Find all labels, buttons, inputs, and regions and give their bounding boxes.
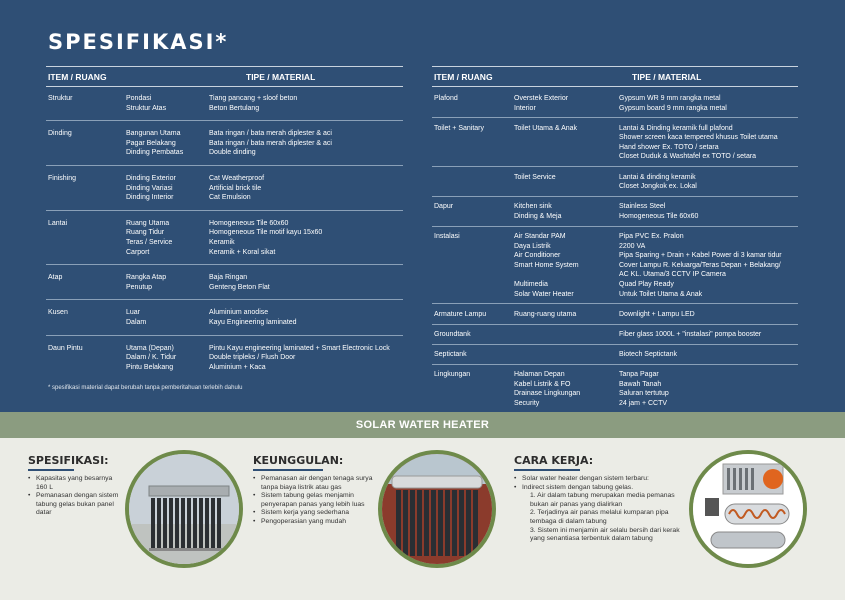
row-material: Double tripleks / Flush Door	[209, 354, 296, 362]
row-ruang-column	[514, 310, 576, 320]
header-tipe: TIPE / MATERIAL	[632, 72, 702, 82]
row-material-column	[619, 310, 695, 320]
row-ruang: Luar	[126, 309, 141, 317]
row-material: 24 jam + CCTV	[619, 399, 668, 407]
row-material: Homogeneous Tile 60x60	[619, 212, 699, 220]
row-divider	[46, 299, 403, 300]
row-item: Lingkungan	[434, 371, 471, 378]
row-material-column	[619, 124, 778, 162]
row-ruang: Dinding Exterior	[126, 175, 176, 182]
list-item: • Pengoperasian yang mudah	[253, 518, 373, 527]
keunggulan-heading: KEUNGGULAN:	[253, 454, 344, 467]
row-ruang-column	[126, 273, 166, 292]
row-ruang: Interior	[514, 104, 536, 112]
row-divider	[46, 335, 403, 336]
row-material: Tiang pancang + sloof beton	[209, 95, 298, 102]
row-ruang-column	[514, 370, 580, 408]
row-ruang-column	[514, 350, 516, 360]
row-material: Genteng Beton Flat	[209, 283, 270, 291]
row-material: Cat Emulsion	[209, 194, 251, 202]
row-item: Atap	[48, 274, 63, 282]
row-divider	[46, 210, 403, 211]
row-ruang: Toilet Service	[514, 173, 556, 181]
row-ruang: Security	[514, 399, 540, 407]
row-ruang: Pagar Belakang	[126, 139, 176, 147]
row-material: Downlight + Lampu LED	[619, 310, 695, 318]
row-material: Closet Duduk & Washtafel ex TOTO / setara	[619, 153, 757, 161]
row-ruang: Kabel Listrik & FO	[514, 380, 571, 388]
step-item: 2. Terjadinya air panas melalui kumparan pipa tembaga di dalam tabung	[530, 509, 669, 525]
row-material: Fiber glass 1000L + "instalasi" pompa booster	[619, 330, 762, 338]
table-header	[432, 66, 798, 87]
row-ruang: Dalam / K. Tidur	[126, 354, 177, 362]
row-item: Dapur	[434, 203, 454, 211]
heading-underline	[253, 469, 323, 471]
solar-heater-photo-2	[378, 450, 496, 568]
row-ruang: Halaman Depan	[514, 371, 565, 378]
row-ruang-column	[126, 308, 146, 327]
row-divider	[432, 344, 798, 345]
row-ruang: Ruang Utama	[126, 219, 170, 227]
row-ruang: Drainase Lingkungan	[514, 390, 581, 398]
row-material: Kayu Engineering laminated	[209, 318, 297, 326]
row-divider	[432, 117, 798, 118]
cara-kerja-heading: CARA KERJA:	[514, 454, 594, 467]
row-ruang: Daya Listrik	[514, 242, 551, 250]
step-item: 3. Sistem ini menjamin air selalu bersih dari kerak yang senantiasa terbentuk dalam tabung	[530, 526, 680, 543]
row-divider	[46, 120, 403, 121]
row-material-column	[619, 202, 698, 221]
row-ruang: Dinding Variasi	[126, 184, 173, 192]
row-material: Bata ringan / bata merah diplester & aci	[209, 139, 332, 147]
list-item: • Sistem tabung gelas menjamin penyerapan panas yang lebih luas	[253, 492, 373, 509]
row-item: Instalasi	[434, 233, 460, 240]
header-tipe: TIPE / MATERIAL	[246, 72, 316, 82]
row-material: Artificial brick tile	[209, 184, 262, 192]
row-material: Pipa PVC Ex. Pralon	[619, 233, 684, 240]
heading-underline	[514, 469, 580, 471]
row-ruang-column	[126, 344, 176, 373]
row-item: Septictank	[434, 350, 467, 358]
row-item: Lantai	[48, 219, 68, 227]
table-header	[46, 66, 403, 87]
row-item: Toilet + Sanitary	[434, 124, 484, 132]
row-ruang: Bangunan Utama	[126, 130, 181, 138]
row-item: Finishing	[48, 175, 77, 182]
row-material: Gypsum WR 9 mm rangka metal	[619, 95, 721, 102]
steps-list	[530, 492, 680, 544]
row-ruang-column	[514, 173, 556, 183]
row-item: Struktur	[48, 95, 73, 102]
row-ruang: Smart Home System	[514, 261, 579, 269]
spesifikasi-list	[28, 475, 120, 518]
list-item: • Pemanasan dengan sistem tabung gelas bukan panel datar	[28, 492, 120, 518]
list-item: • Sistem kerja yang sederhana	[253, 509, 373, 518]
solar-heater-photo-1	[125, 450, 243, 568]
row-divider	[46, 264, 403, 265]
row-ruang-column	[514, 124, 577, 134]
row-ruang-column	[514, 94, 568, 113]
list-item: • Pemanasan air dengan tenaga surya tanpa biaya listrik atau gas	[253, 475, 373, 492]
heater-diagram-image	[693, 454, 803, 564]
row-ruang: Struktur Atas	[126, 104, 167, 112]
row-material: Baja Ringan	[209, 274, 248, 282]
row-material: Beton Bertulang	[209, 104, 260, 112]
row-ruang-column	[514, 232, 579, 299]
row-material: Homogeneous Tile motif kayu 15x60	[209, 229, 323, 237]
row-ruang: Multimedia	[514, 280, 548, 288]
list-item: • Solar water heater dengan sistem terbaru:	[514, 475, 680, 484]
row-material: Tanpa Pagar	[619, 371, 659, 378]
row-material: Stainless Steel	[619, 203, 666, 211]
solar-panel-image	[129, 454, 239, 564]
row-divider	[432, 166, 798, 167]
row-material: Double dinding	[209, 149, 256, 157]
row-material: Cat Weatherproof	[209, 175, 265, 182]
row-material: Aluminium + Kaca	[209, 363, 266, 371]
row-material: Pintu Kayu engineering laminated + Smart Electronic Lock	[209, 344, 390, 352]
row-divider	[432, 303, 798, 304]
list-item: • Kapasitas yang besarnya 160 L	[28, 475, 120, 492]
section-banner: SOLAR WATER HEATER	[0, 412, 845, 438]
row-material: Aluminium anodise	[209, 309, 269, 317]
row-ruang-column	[126, 219, 172, 257]
row-material: 2200 VA	[619, 242, 646, 250]
row-ruang-column	[514, 202, 561, 221]
row-ruang: Overstek Exterior	[514, 95, 569, 102]
header-item: ITEM / RUANG	[434, 72, 493, 82]
row-ruang	[514, 330, 516, 340]
row-material: Biotech Septictank	[619, 350, 677, 358]
row-ruang: Teras / Service	[126, 238, 173, 246]
row-ruang: Pondasi	[126, 95, 152, 102]
row-divider	[432, 324, 798, 325]
row-divider	[46, 165, 403, 166]
row-material-column	[209, 219, 322, 257]
keunggulan-list	[253, 475, 373, 527]
row-ruang: Air Standar PAM	[514, 233, 566, 240]
row-ruang: Toilet Utama & Anak	[514, 124, 578, 132]
row-divider	[432, 364, 798, 365]
step-item: 1. Air dalam tabung merupakan media pemanas bukan air panas yang dialirkan	[530, 492, 675, 508]
row-material-column	[209, 129, 332, 158]
spec-table-left	[46, 66, 403, 371]
row-ruang-column	[126, 174, 176, 203]
row-material: Keramik + Koral sikat	[209, 248, 276, 256]
row-ruang: Penutup	[126, 283, 153, 291]
row-divider	[432, 196, 798, 197]
row-item: Dinding	[48, 130, 72, 138]
row-material-column	[209, 94, 297, 113]
row-ruang: Air Conditioner	[514, 252, 561, 260]
solar-heater-diagram	[689, 450, 807, 568]
row-ruang: Ruang Tidur	[126, 229, 165, 237]
row-item: Kusen	[48, 309, 68, 317]
row-ruang: Dinding & Meja	[514, 212, 562, 220]
row-material: Quad Play Ready	[619, 280, 674, 288]
row-material: Lantai & Dinding keramik full plafond	[619, 124, 733, 132]
row-ruang: Solar Water Heater	[514, 290, 574, 298]
row-material: Keramik	[209, 238, 235, 246]
row-material: Closet Jongkok ex. Lokal	[619, 183, 697, 191]
row-material: Untuk Toilet Utama & Anak	[619, 290, 703, 298]
heading-underline	[28, 469, 74, 471]
cara-kerja-list	[514, 475, 680, 544]
row-divider	[432, 226, 798, 227]
row-material: Homogeneous Tile 60x60	[209, 219, 289, 227]
row-ruang: Pintu Belakang	[126, 363, 174, 371]
row-material-column	[619, 370, 669, 408]
row-material: Bata ringan / bata merah diplester & aci	[209, 130, 332, 138]
row-ruang: Dinding Pembatas	[126, 149, 184, 157]
row-material: Cover Lampu R. Keluarga/Teras Depan + Belakang/	[619, 261, 781, 269]
row-material-column	[209, 273, 270, 292]
row-material-column	[619, 350, 677, 360]
page-title: SPESIFIKASI*	[48, 30, 229, 54]
list-item	[514, 484, 680, 544]
row-ruang: Kitchen sink	[514, 203, 552, 211]
row-material: Hand shower Ex. TOTO / setara	[619, 143, 719, 151]
row-material-column	[619, 330, 761, 340]
row-ruang: Ruang-ruang utama	[514, 310, 577, 318]
row-material-column	[619, 232, 782, 299]
row-ruang	[514, 270, 579, 280]
row-material-column	[619, 94, 727, 113]
row-material: Lantai & dinding keramik	[619, 173, 696, 181]
row-material: Pipa Sparing + Drain + Kabel Power di 3 kamar tidur	[619, 252, 782, 260]
list-item-text: Indirect sistem dengan tabung gelas.	[522, 483, 634, 491]
row-material: Shower screen kaca tempered khusus Toilet utama	[619, 134, 778, 142]
row-item: Armature Lampu	[434, 310, 487, 318]
row-material: Gypsum board 9 mm rangka metal	[619, 104, 727, 112]
row-material-column	[209, 308, 297, 327]
row-ruang: Rangka Atap	[126, 274, 167, 282]
row-material-column	[619, 173, 697, 192]
spec-table-right	[432, 66, 798, 407]
row-material: AC KL. Utama/3 CCTV IP Camera	[619, 271, 726, 279]
row-ruang-column	[514, 330, 516, 340]
footnote: * spesifikasi material dapat berubah tanpa pemberitahuan terlebih dahulu	[48, 385, 243, 391]
row-material: Saluran tertutup	[619, 390, 669, 398]
row-item: Groundtank	[434, 330, 471, 338]
solar-water-heater-section	[0, 438, 845, 600]
header-item: ITEM / RUANG	[48, 72, 107, 82]
row-ruang: Dalam	[126, 318, 147, 326]
spesifikasi-heading: SPESIFIKASI:	[28, 454, 109, 467]
row-item: Plafond	[434, 95, 458, 102]
row-ruang	[514, 350, 516, 360]
row-material-column	[209, 344, 390, 373]
row-ruang-column	[126, 129, 183, 158]
solar-tubes-image	[382, 454, 492, 564]
row-material-column	[209, 174, 264, 203]
row-material: Bawah Tanah	[619, 380, 662, 388]
row-ruang-column	[126, 94, 166, 113]
row-item: Daun Pintu	[48, 344, 83, 352]
row-ruang: Carport	[126, 248, 150, 256]
row-ruang: Utama (Depan)	[126, 344, 174, 352]
row-ruang: Dinding Interior	[126, 194, 174, 202]
